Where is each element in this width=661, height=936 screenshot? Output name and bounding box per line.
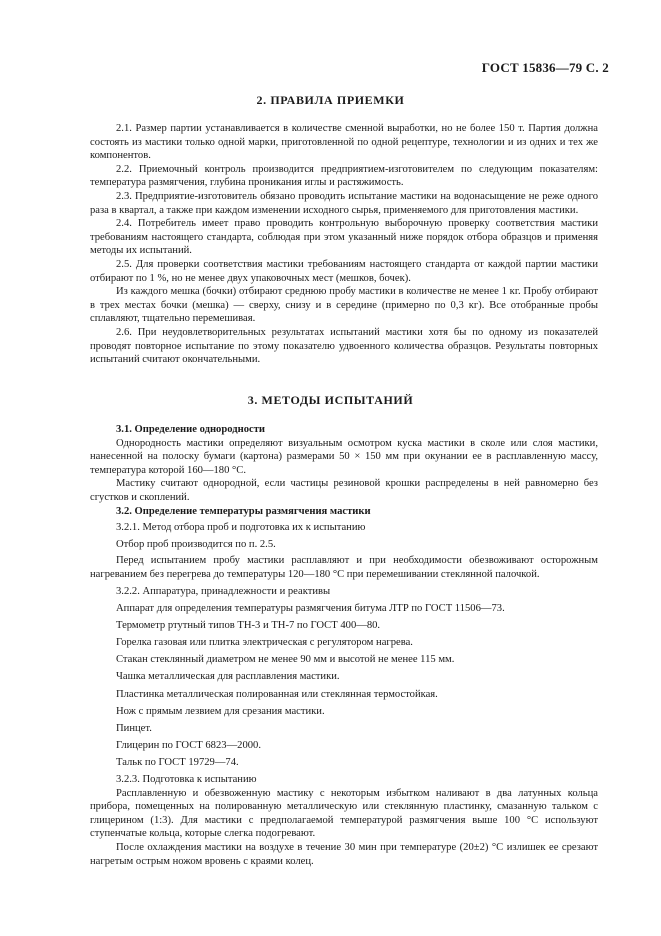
section-3-body [90, 423, 598, 868]
subsection-3-1-heading: 3.1. Определение однородности [116, 424, 266, 435]
equipment-item: Горелка газовая или плитка электрическая с регулятором нагрева. [116, 637, 413, 649]
section-2-title: 2. ПРАВИЛА ПРИЕМКИ [256, 93, 405, 107]
paragraph-2-1: 2.1. Размер партии устанавливается в количестве сменной выработки, но не более 150 т. Партия должна состоять из мастики только одной марки, приготовленной по одной рецептуре, технологии и из одних и тех же компонентов. [90, 123, 598, 162]
subsection-3-2-2-heading: 3.2.2. Аппаратура, принадлежности и реактивы [116, 585, 331, 597]
paragraph-2-3: 2.3. Предприятие-изготовитель обязано проводить испытание мастики на водонасыщение не реже одного раза в квартал, а также при каждом изменении исходного сырья, применяемого для приготовления мастики. [90, 190, 598, 216]
section-3-title: 3. МЕТОДЫ ИСПЫТАНИЙ [247, 393, 414, 407]
page-header: ГОСТ 15836—79 С. 2 [481, 60, 609, 75]
paragraph-3-2-1-preparation: Перед испытанием пробу мастики расплавляют и при необходимости обезвоживают осторожным нагреванием без перегрева до температуры 120—180 °С при перемешивании стеклянной палочкой. [90, 555, 598, 580]
equipment-item: Глицерин по ГОСТ 6823—2000. [116, 740, 261, 752]
paragraph-3-2-3-cooling: После охлаждения мастики на воздухе в течение 30 мин при температуре (20±2) °С излишек ее срезают нагретым острым ножом вровень с краями колец. [90, 841, 598, 867]
paragraph-3-2-3-filling: Расплавленную и обезвоженную мастику с некоторым избытком наливают в два латунных кольца прибора, помещенных на полированную металлическую или стеклянную пластинку, смазанную тальком с глицерином (1:3). Для мастики с предполагаемой температурой размягчения выше 100 °С используют ступенчатые кольца, которые слегка подогревают. [90, 787, 598, 840]
paragraph-3-1-method: Однородность мастики определяют визуальным осмотром куска мастики в сколе или слоя мастики, нанесенной на полоску бумаги (картона) размерами 50 × 150 мм при окунании ее в расплавленную массу, температура которой 160—180 °С. [90, 437, 598, 476]
paragraph-3-2-1-sampling: Отбор проб производится по п. 2.5. [116, 538, 276, 550]
equipment-item: Стакан стеклянный диаметром не менее 90 мм и высотой не менее 115 мм. [116, 654, 455, 666]
paragraph-2-5-sampling: Из каждого мешка (бочки) отбирают среднюю пробу мастики в количестве не менее 1 кг. Пробу отбирают в трех местах бочки (мешка) — сверху, снизу и в середине (примерно по 0,3 кг). Все отобранные пробы сплавляют, тщательно перемешивая. [90, 286, 598, 325]
paragraph-3-1-criterion: Мастику считают однородной, если частицы резиновой крошки распределены в ней равномерно без сгустков и скоплений. [90, 478, 598, 503]
subsection-3-2-heading: 3.2. Определение температуры размягчения мастики [116, 505, 371, 517]
equipment-item: Термометр ртутный типов ТН-3 и ТН-7 по ГОСТ 400—80. [116, 619, 381, 631]
equipment-item: Нож с прямым лезвием для срезания мастики. [116, 705, 325, 717]
equipment-item: Пластинка металлическая полированная или стеклянная термостойкая. [116, 688, 438, 700]
equipment-item: Пинцет. [116, 723, 152, 735]
equipment-item: Аппарат для определения температуры размягчения битума ЛТР по ГОСТ 11506—73. [116, 602, 505, 614]
subsection-3-2-1-heading: 3.2.1. Метод отбора проб и подготовка их к испытанию [116, 522, 366, 534]
subsection-3-2-3-heading: 3.2.3. Подготовка к испытанию [116, 774, 257, 785]
equipment-item: Чашка металлическая для расплавления мастики. [116, 671, 340, 683]
equipment-item: Тальк по ГОСТ 19729—74. [116, 757, 239, 769]
section-2-body [90, 122, 598, 367]
paragraph-2-4: 2.4. Потребитель имеет право проводить контрольную выборочную проверку соответствия мастики требованиям настоящего стандарта, соблюдая при этом указанный ниже порядок отбора образцов и применяя методы их испытаний. [90, 218, 598, 257]
paragraph-2-5: 2.5. Для проверки соответствия мастики требованиям настоящего стандарта от каждой партии мастики отбирают по 1 %, но не менее двух упаковочных мест (мешков, бочек). [90, 258, 598, 284]
paragraph-2-6: 2.6. При неудовлетворительных результатах испытаний мастики хотя бы по одному из показателей проводят повторное испытание по этому показателю удвоенного количества образцов. Результаты повторных испытаний считают окончательными. [90, 326, 598, 366]
paragraph-2-2: 2.2. Приемочный контроль производится предприятием-изготовителем по следующим показателям: температура размягчения, глубина проникания иглы и растяжимость. [90, 163, 598, 189]
